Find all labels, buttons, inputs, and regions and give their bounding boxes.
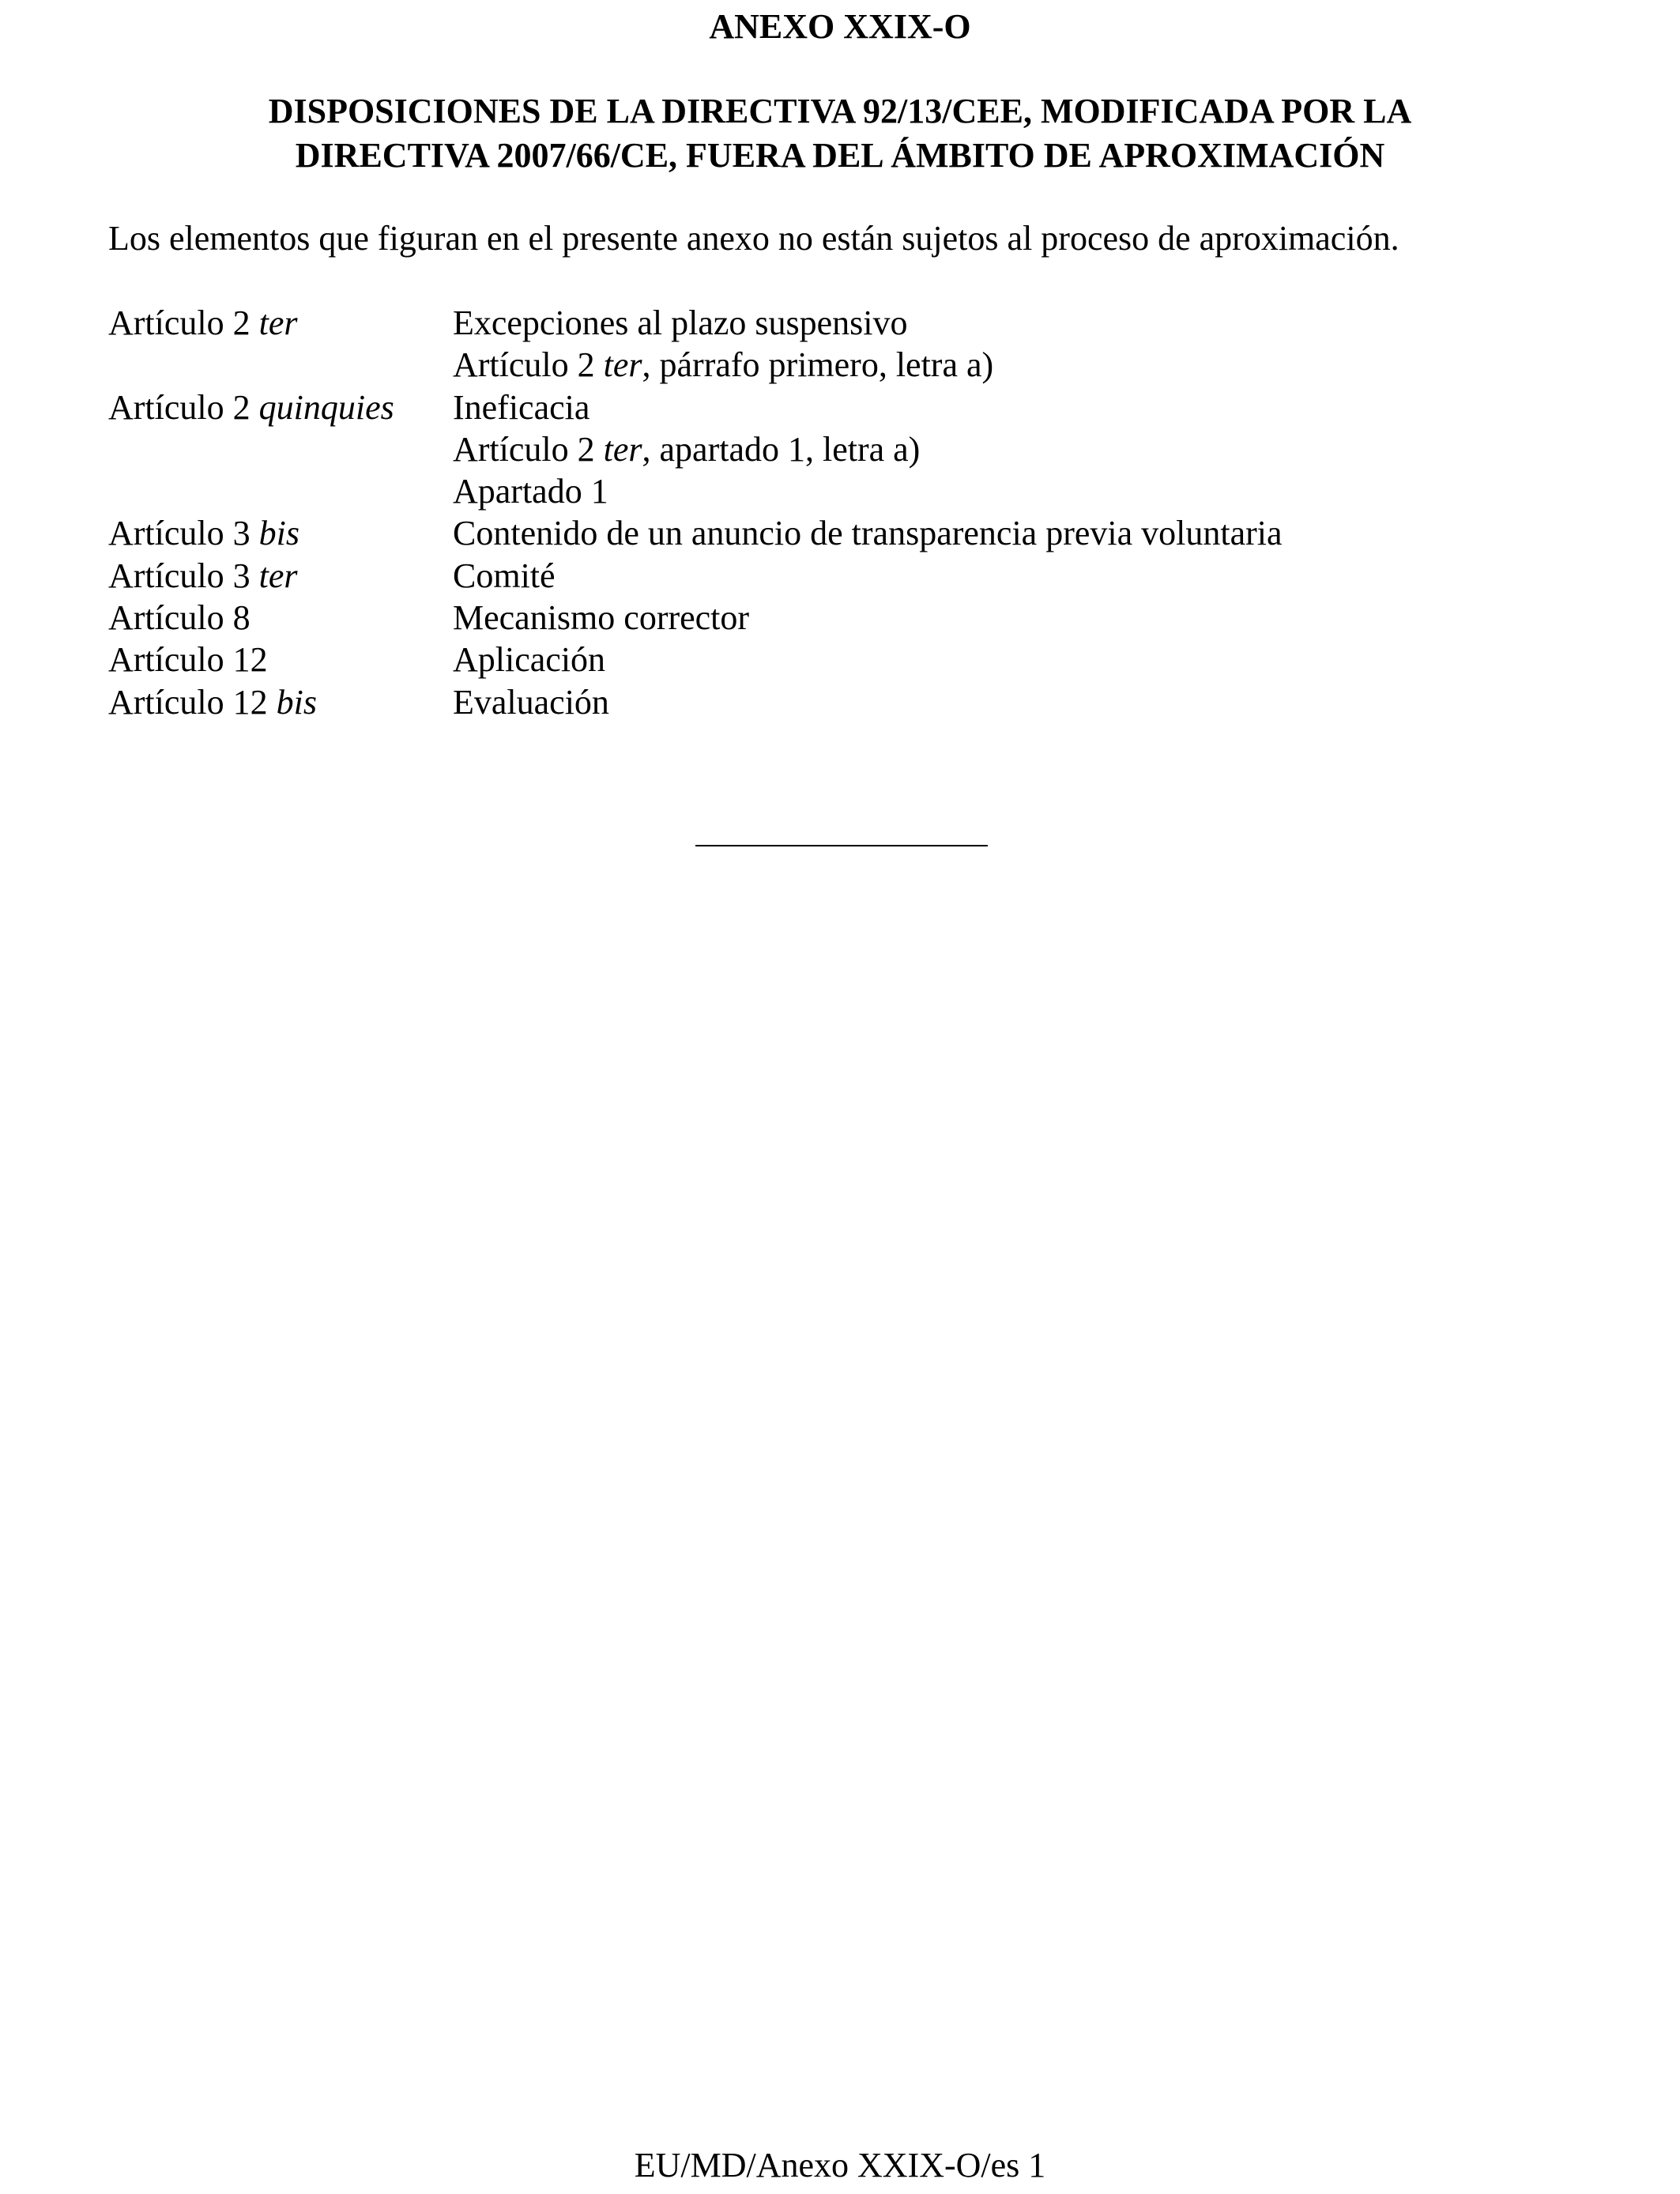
provision-row xyxy=(108,344,1610,386)
provision-reference-text: Artículo 12 xyxy=(108,640,268,680)
provision-description-text: Comité xyxy=(453,556,556,595)
provision-reference-text: Artículo 8 xyxy=(108,598,250,638)
provision-reference-suffix: ter xyxy=(258,556,298,595)
provision-description xyxy=(453,386,590,428)
provision-reference-text: Artículo 3 xyxy=(108,556,250,595)
provision-reference xyxy=(108,555,298,597)
provision-description-text: Evaluación xyxy=(453,682,609,722)
annex-subtitle-line-2: DIRECTIVA 2007/66/CE, FUERA DEL ÁMBITO DE APROXIMACIÓN xyxy=(295,136,1385,175)
provision-description-text: Ineficacia xyxy=(453,387,590,427)
provision-reference-suffix: ter xyxy=(258,303,298,342)
provision-description xyxy=(453,470,608,512)
provision-reference-text: Artículo 2 xyxy=(108,303,250,342)
provision-description-italic: ter xyxy=(603,345,642,385)
provision-description-text: Artículo 2 xyxy=(453,429,604,469)
provision-reference xyxy=(108,386,394,428)
provision-reference-text: Artículo 12 xyxy=(108,682,268,722)
provision-row xyxy=(108,302,1610,344)
provision-reference-suffix: bis xyxy=(276,682,317,722)
provision-reference-text: Artículo 2 xyxy=(108,387,250,427)
provision-row xyxy=(108,512,1610,554)
annex-title: ANEXO XXIX-O xyxy=(709,7,971,46)
provision-description-text: Artículo 2 xyxy=(453,345,604,385)
provision-row xyxy=(108,555,1610,597)
provisions-table xyxy=(108,302,1610,723)
provision-description-text: Mecanismo corrector xyxy=(453,598,750,638)
provision-reference xyxy=(108,681,317,723)
provision-row xyxy=(108,386,1610,428)
provision-description xyxy=(453,639,605,680)
annex-subtitle-line-1: DISPOSICIONES DE LA DIRECTIVA 92/13/CEE, MODIFICADA POR LA xyxy=(268,92,1412,130)
provision-description-after: , apartado 1, letra a) xyxy=(642,429,921,469)
provision-reference-text: Artículo 3 xyxy=(108,514,250,553)
section-divider xyxy=(695,845,988,846)
page-footer: EU/MD/Anexo XXIX-O/es 1 xyxy=(634,2146,1046,2185)
provision-description xyxy=(453,302,908,344)
provision-description-italic: ter xyxy=(603,429,642,469)
provision-row xyxy=(108,470,1610,512)
intro-paragraph: Los elementos que figuran en el presente anexo no están sujetos al proceso de aproximación. xyxy=(108,219,1399,258)
provision-description xyxy=(453,344,993,386)
provision-row xyxy=(108,681,1610,723)
provision-description-text: Aplicación xyxy=(453,640,606,680)
provision-row xyxy=(108,428,1610,470)
provision-reference xyxy=(108,512,299,554)
provision-description-after: , párrafo primero, letra a) xyxy=(642,345,994,385)
provision-description xyxy=(453,555,556,597)
provision-reference-suffix: bis xyxy=(258,514,299,553)
provision-reference xyxy=(108,597,250,639)
provision-description xyxy=(453,681,609,723)
provision-reference xyxy=(108,639,268,680)
provision-description xyxy=(453,597,749,639)
provision-description xyxy=(453,428,920,470)
provision-reference-suffix: quinquies xyxy=(258,387,394,427)
annex-subtitle xyxy=(111,89,1569,178)
provision-description-text: Excepciones al plazo suspensivo xyxy=(453,303,908,342)
provision-description xyxy=(453,512,1283,554)
provision-reference xyxy=(108,302,298,344)
provision-description-text: Contenido de un anuncio de transparencia previa voluntaria xyxy=(453,514,1283,553)
provision-description-text: Apartado 1 xyxy=(453,472,608,511)
provision-row xyxy=(108,597,1610,639)
provision-row xyxy=(108,639,1610,680)
